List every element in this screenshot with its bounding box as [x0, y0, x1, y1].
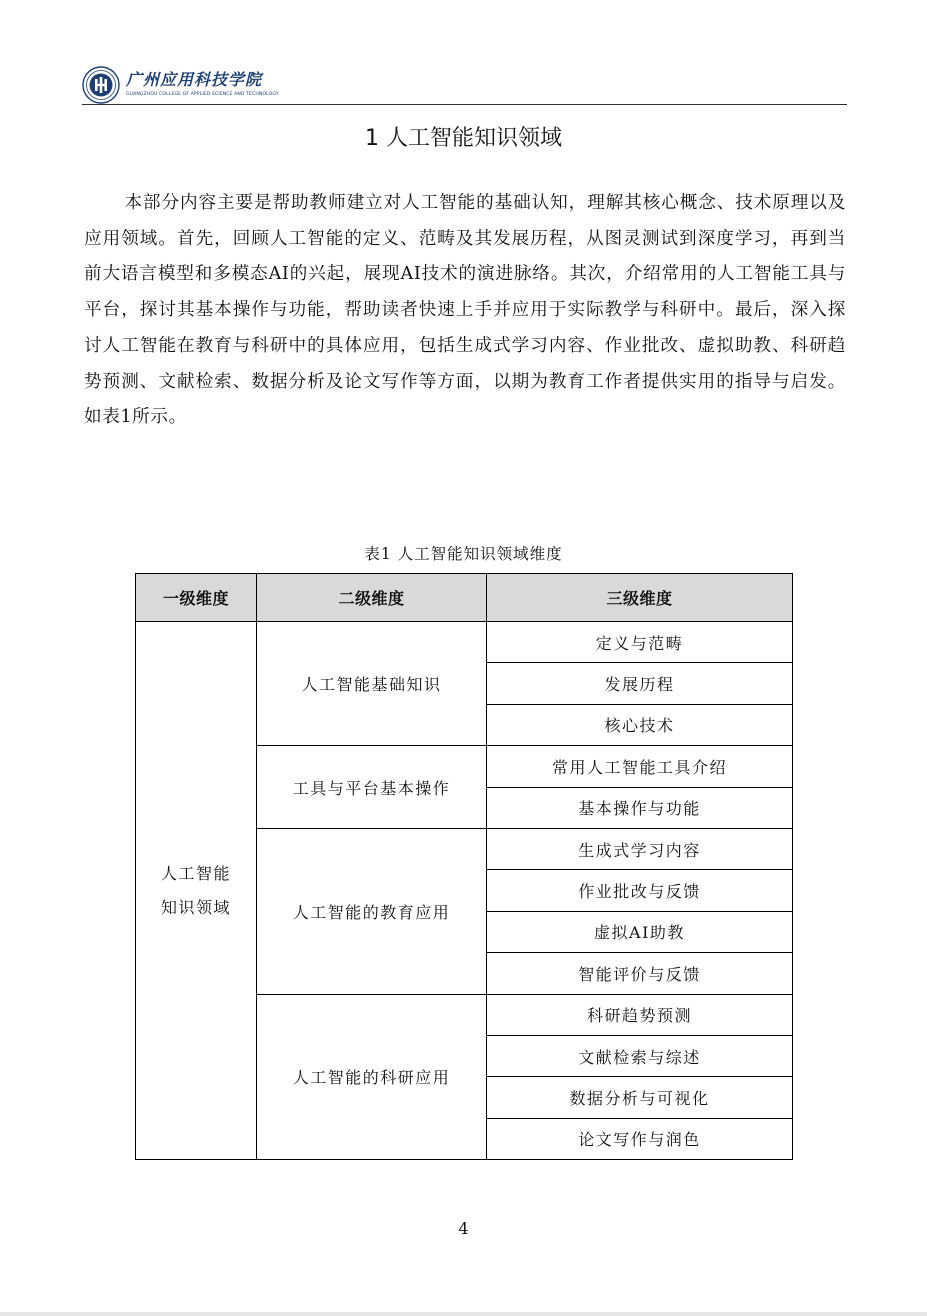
level3-cell: 基本操作与功能 — [487, 787, 793, 828]
page-number: 4 — [458, 1219, 469, 1238]
header-level1: 一级维度 — [136, 574, 257, 622]
level1-line1: 人工智能 — [160, 863, 231, 883]
level2-cell: 人工智能基础知识 — [257, 622, 487, 746]
school-name: 广州应用科技学院 — [126, 70, 263, 89]
level3-cell: 定义与范畴 — [487, 622, 793, 663]
level3-cell: 发展历程 — [487, 663, 793, 704]
body-paragraph: 本部分内容主要是帮助教师建立对人工智能的基础认知，理解其核心概念、技术原理以及应用领域。首先，回顾人工智能的定义、范畴及其发展历程，从图灵测试到深度学习，再到当前大语言模型和多模态AI的兴起，展现AI技术的演进脉络。其次，介绍常用的人工智能工具与平台，探讨其基本操作与功能，帮助读者快速上手并应用于实际教学与科研中。最后，深入探讨人工智能在教育与科研中的具体应用，包括生成式学习内容、作业批改、虚拟助教、科研趋势预测、文献检索、数据分析及论文写作等方面，以期为教育工作者提供实用的指导与启发。如表1所示。 — [84, 193, 846, 428]
level2-cell: 工具与平台基本操作 — [257, 746, 487, 829]
level3-cell: 作业批改与反馈 — [487, 870, 793, 911]
level2-cell: 人工智能的科研应用 — [257, 994, 487, 1160]
header-divider — [82, 104, 847, 105]
level1-line2: 知识领域 — [160, 897, 231, 917]
level3-cell: 虚拟AI助教 — [487, 911, 793, 952]
table-caption: 表1 人工智能知识领域维度 — [364, 545, 563, 563]
header-level3: 三级维度 — [487, 574, 793, 622]
school-name-en: GUANGZHOU COLLEGE OF APPLIED SCIENCE AND TECHNOLOGY — [126, 92, 279, 97]
level2-cell: 人工智能的教育应用 — [257, 828, 487, 994]
table-header-row — [136, 574, 793, 622]
level3-cell: 论文写作与润色 — [487, 1118, 793, 1159]
school-seal-icon — [82, 66, 120, 104]
table-row — [136, 622, 793, 663]
level1-cell — [136, 622, 257, 1160]
level3-cell: 生成式学习内容 — [487, 828, 793, 869]
footer-band — [0, 1312, 927, 1316]
level3-cell: 核心技术 — [487, 704, 793, 745]
level3-cell: 数据分析与可视化 — [487, 1077, 793, 1118]
page-header — [82, 64, 847, 106]
level3-cell: 常用人工智能工具介绍 — [487, 746, 793, 787]
section-title: 1 人工智能知识领域 — [365, 126, 562, 151]
level3-cell: 智能评价与反馈 — [487, 953, 793, 994]
level3-cell: 文献检索与综述 — [487, 1035, 793, 1076]
level3-cell: 科研趋势预测 — [487, 994, 793, 1035]
knowledge-dimension-table — [135, 573, 793, 1160]
header-level2: 二级维度 — [257, 574, 487, 622]
